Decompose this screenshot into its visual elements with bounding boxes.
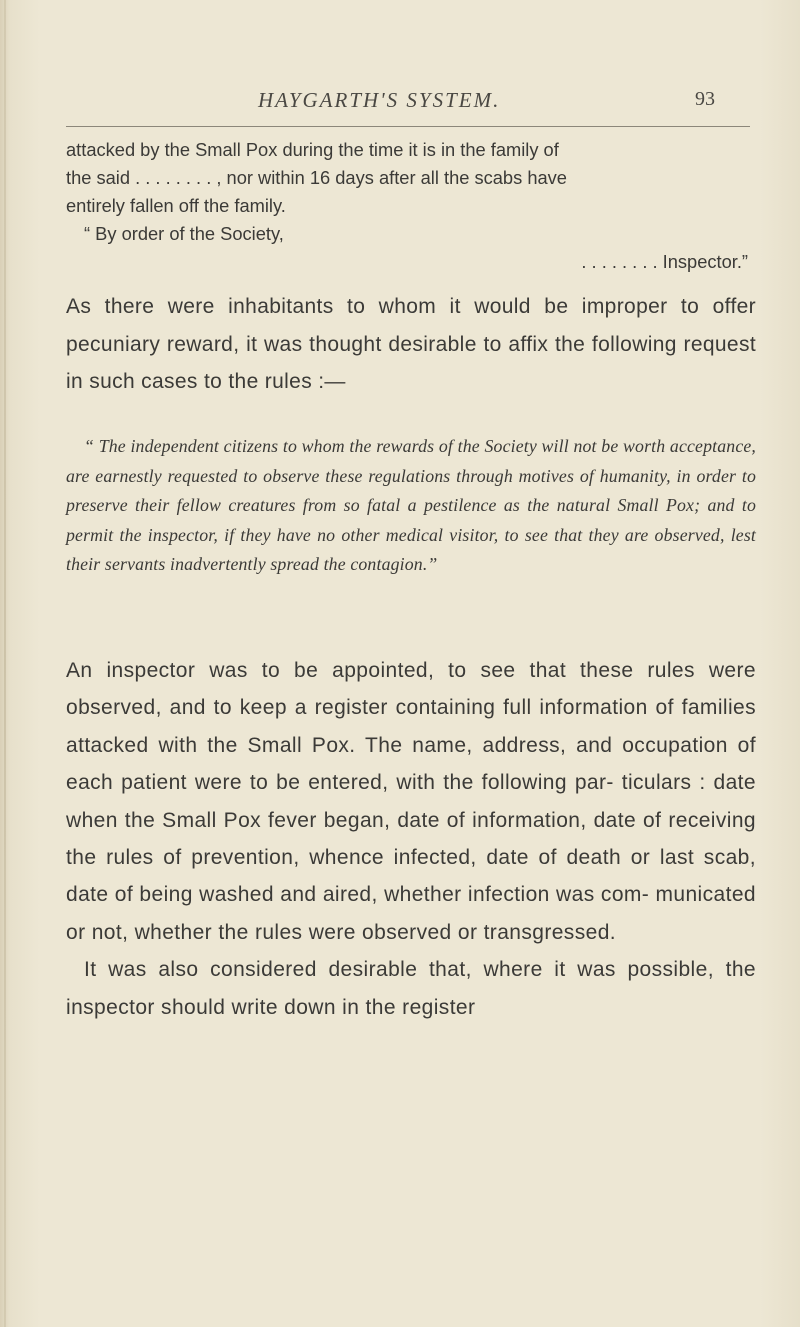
quote-text: “ The independent citizens to whom the rewards of the Society will not be worth acceptance, are earnestly requested to observe these regulations through motives of humanity, in order to preserve their fellow creatures from so fatal a pestilence as the natural Small Pox; and to permit the inspector, if they have no other medical visitor, to see that they are observed, lest their servants inadvertently spread the contagion.” bbox=[66, 436, 756, 575]
quoted-request bbox=[66, 432, 756, 580]
paragraph-inspector bbox=[66, 652, 756, 1026]
paragraph-inhabitants bbox=[66, 288, 756, 401]
page-number: 93 bbox=[695, 88, 715, 110]
notice-line: the said . . . . . . . . , nor within 16 days after all the scabs have bbox=[66, 167, 567, 188]
notice-inspector-line: . . . . . . . . Inspector.” bbox=[581, 251, 748, 272]
notice-signature-line: “ By order of the Society, bbox=[84, 223, 284, 244]
notice-text bbox=[66, 136, 756, 276]
paragraph-text: An inspector was to be appointed, to see that these rules were observed, and to keep a register containing full information of families attacked with the Small Pox. The name, address, and occupation of each patient were to be entered, with the following par- ticulars : date when the Small Pox fever began, date of information, date of receiving the rules of prevention, whence infected, date of death or last scab, date of being washed and aired, whether infection was com- municated or not, whether the rules were observed or transgressed. bbox=[66, 659, 756, 944]
notice-line: attacked by the Small Pox during the time it is in the family of bbox=[66, 139, 559, 160]
running-head bbox=[0, 88, 800, 118]
notice-line: entirely fallen off the family. bbox=[66, 195, 286, 216]
paragraph-text: As there were inhabitants to whom it would be improper to offer pecuniary reward, it was thought desirable to affix the following request in such cases to the rules :— bbox=[66, 295, 756, 393]
paragraph-text: It was also considered desirable that, where it was possible, the inspector should write down in the register bbox=[66, 958, 756, 1019]
running-title: HAYGARTH'S SYSTEM. bbox=[258, 88, 501, 112]
header-rule bbox=[66, 126, 750, 127]
binding-gutter bbox=[4, 0, 6, 1327]
